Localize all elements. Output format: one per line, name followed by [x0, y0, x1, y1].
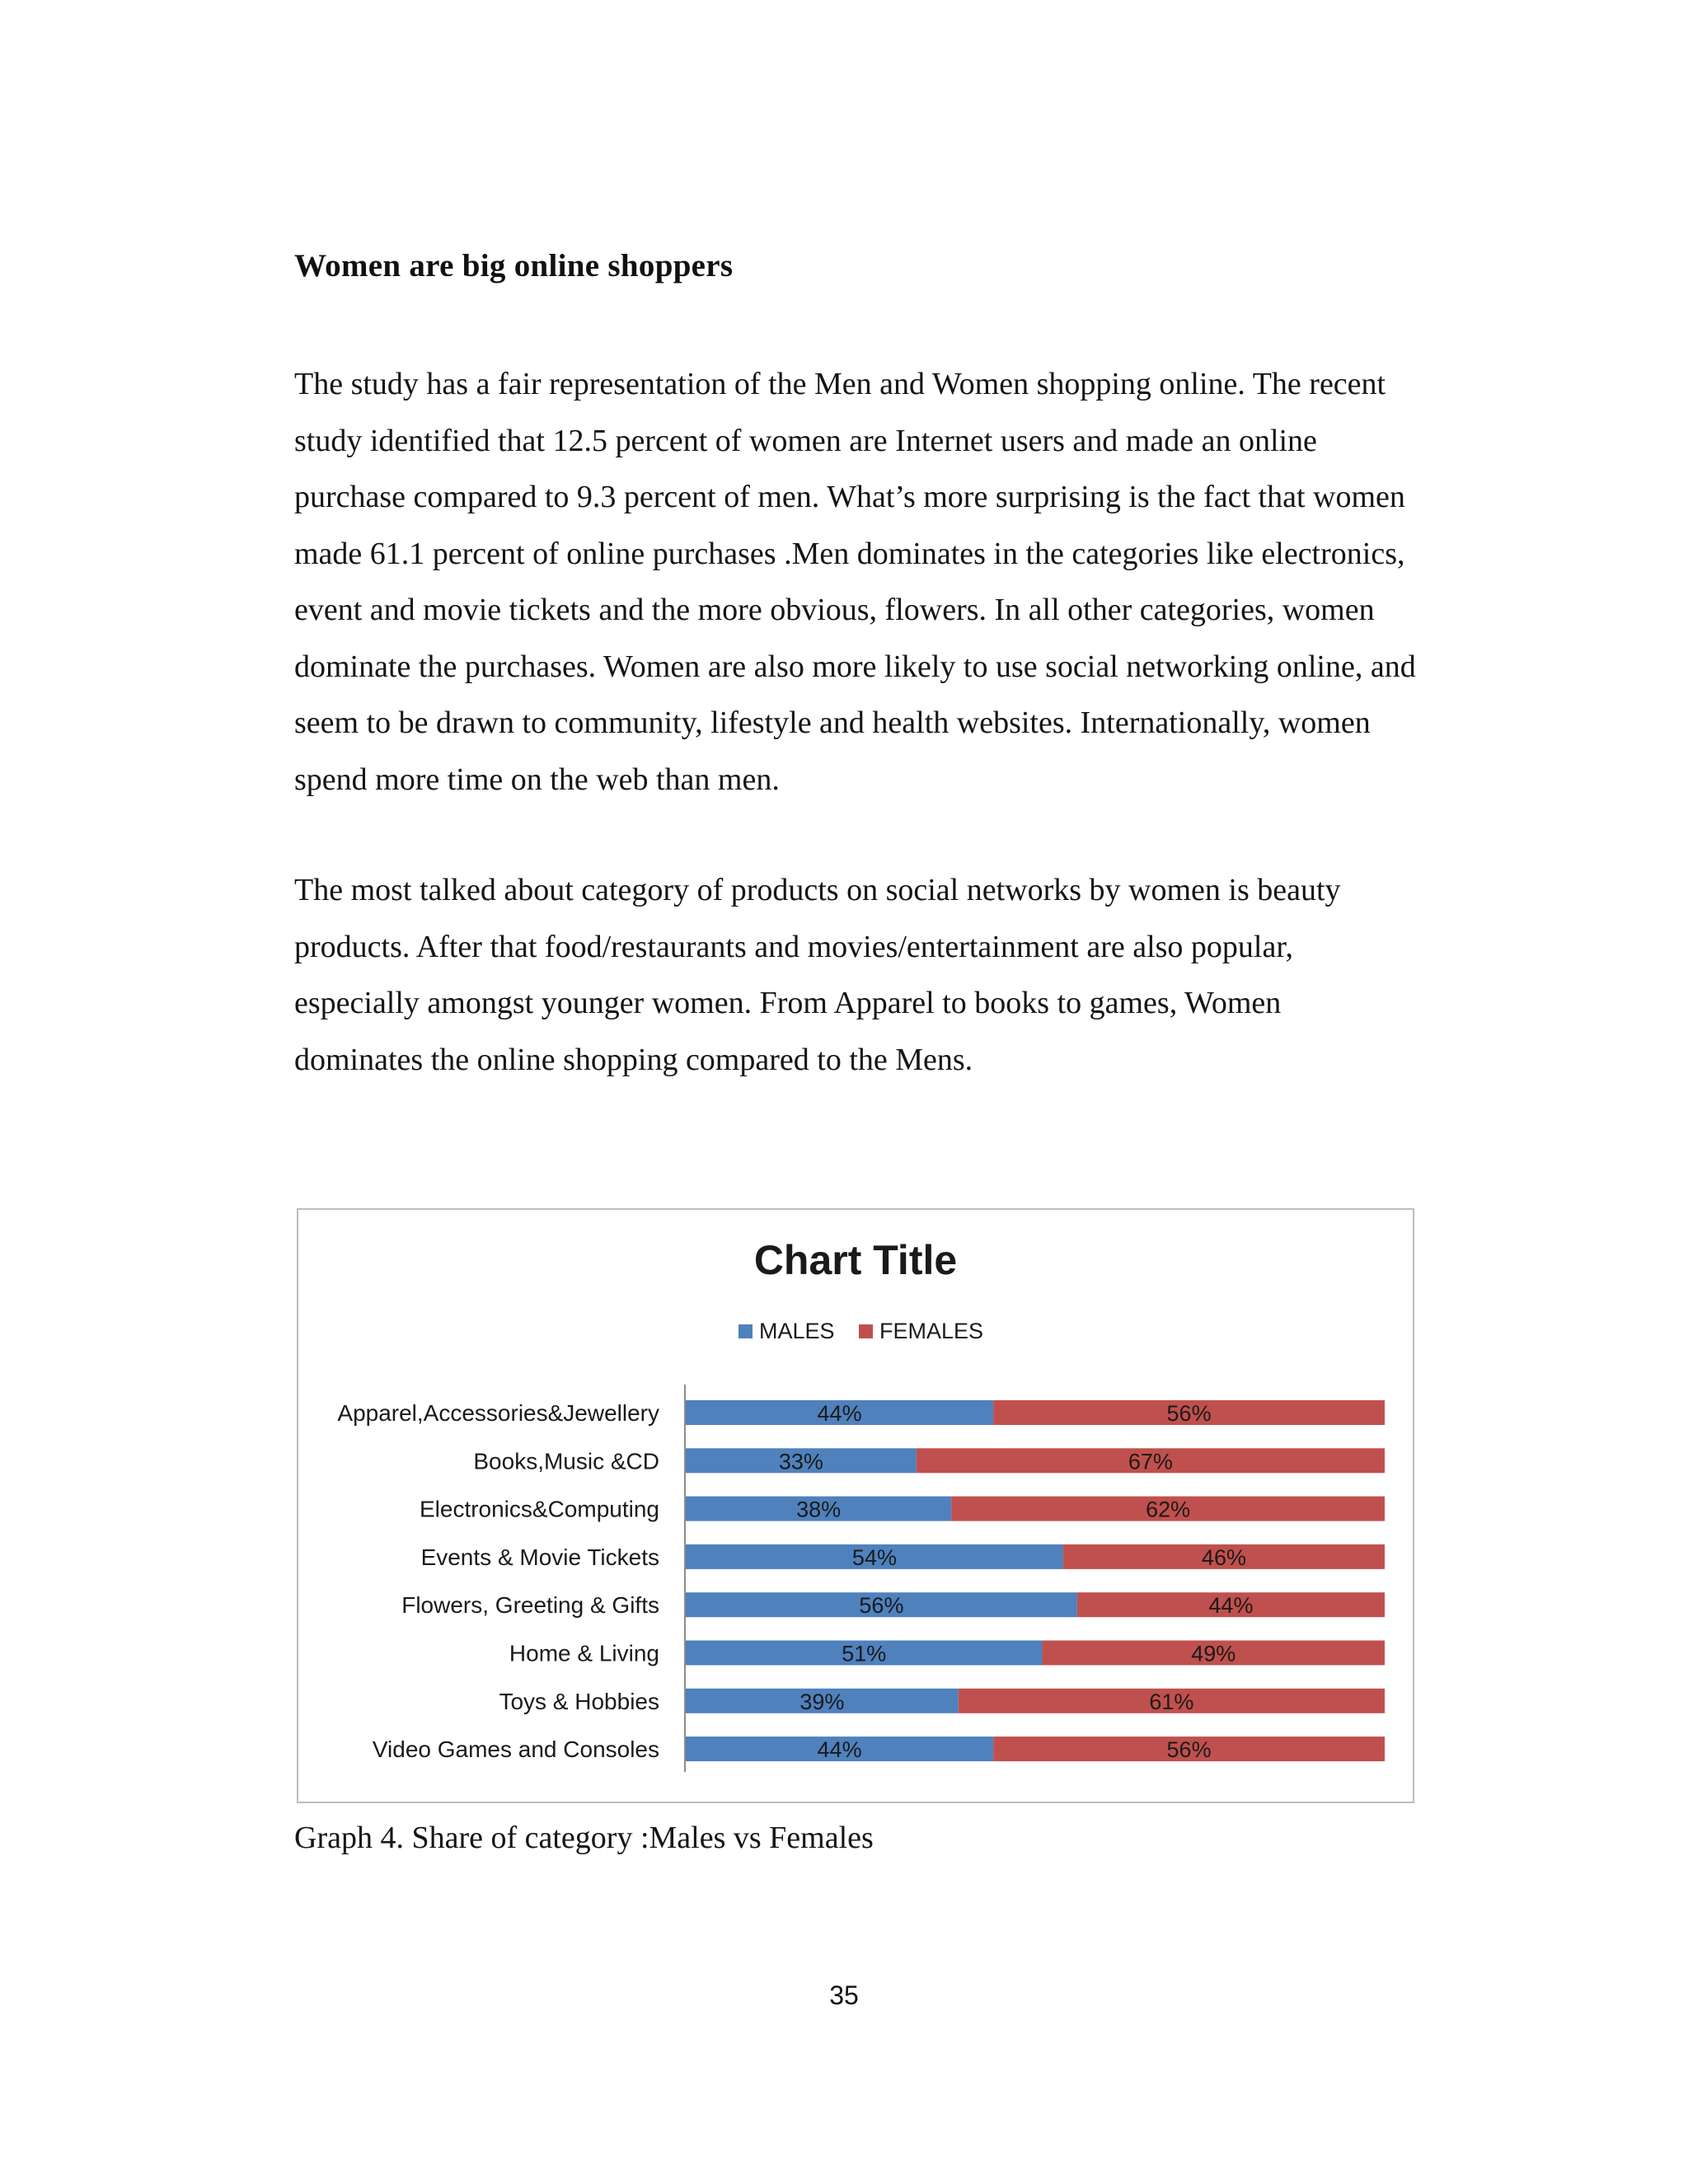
paragraph-line: spend more time on the web than men.	[294, 762, 780, 797]
data-label: 67%	[1128, 1449, 1173, 1474]
chart-title: Chart Title	[753, 1237, 958, 1283]
paragraph-line: dominates the online shopping compared to the Mens.	[294, 1042, 973, 1077]
data-label: 46%	[1201, 1544, 1246, 1570]
category-label: Video Games and Consoles	[372, 1736, 659, 1763]
chart-legend	[738, 1319, 983, 1343]
paragraph-line: seem to be drawn to community, lifestyle and health websites. Internationally, women	[294, 705, 1371, 740]
paragraph-line: The study has a fair representation of the Men and Women shopping online. The recent	[294, 367, 1386, 401]
legend-label-males: MALES	[759, 1319, 835, 1343]
data-label: 44%	[817, 1737, 862, 1763]
data-label: 44%	[1208, 1593, 1254, 1619]
body-paragraph-2	[294, 862, 1481, 1088]
data-label: 39%	[799, 1689, 845, 1714]
chart-container	[297, 1208, 1414, 1803]
legend-swatch-females	[859, 1324, 873, 1338]
category-labels	[337, 1400, 659, 1762]
data-label: 61%	[1149, 1689, 1194, 1714]
legend-swatch-males	[738, 1324, 753, 1338]
data-label: 56%	[1166, 1737, 1212, 1763]
data-label: 49%	[1191, 1641, 1236, 1666]
data-label: 44%	[817, 1401, 862, 1426]
category-label: Toys & Hobbies	[499, 1688, 659, 1714]
category-label: Electronics&Computing	[419, 1496, 659, 1522]
paragraph-line: purchase compared to 9.3 percent of men. What’s more surprising is the fact that women	[294, 480, 1405, 514]
paragraph-line: products. After that food/restaurants and movies/entertainment are also popular,	[294, 929, 1293, 964]
data-label: 62%	[1146, 1497, 1191, 1522]
paragraph-line: dominate the purchases. Women are also more likely to use social networking online, and	[294, 649, 1416, 684]
category-label: Events & Movie Tickets	[420, 1544, 659, 1570]
paragraph-line: The most talked about category of products on social networks by women is beauty	[294, 873, 1341, 907]
section-heading: Women are big online shoppers	[294, 248, 734, 284]
data-label: 56%	[1166, 1401, 1212, 1426]
category-label: Home & Living	[509, 1640, 659, 1666]
data-label: 56%	[859, 1593, 904, 1619]
category-label: Flowers, Greeting & Gifts	[401, 1592, 659, 1619]
data-label: 54%	[851, 1544, 897, 1570]
data-label: 33%	[778, 1449, 823, 1474]
paragraph-line: event and movie tickets and the more obvious, flowers. In all other categories, women	[294, 593, 1375, 627]
figure-caption: Graph 4. Share of category :Males vs Females	[294, 1821, 874, 1855]
chart-bars	[686, 1400, 1385, 1762]
legend-label-females: FEMALES	[879, 1319, 984, 1343]
body-paragraph-1	[294, 356, 1481, 808]
data-label: 38%	[796, 1497, 842, 1522]
data-label: 51%	[842, 1641, 887, 1666]
category-label: Books,Music &CD	[473, 1448, 659, 1474]
paragraph-line: study identified that 12.5 percent of women are Internet users and made an online	[294, 423, 1317, 458]
stacked-bar-chart	[298, 1210, 1413, 1802]
page-number: 35	[829, 1980, 859, 2010]
paragraph-line: especially amongst younger women. From Apparel to books to games, Women	[294, 986, 1282, 1020]
paragraph-line: made 61.1 percent of online purchases .Men dominates in the categories like electronics,	[294, 536, 1405, 571]
category-label: Apparel,Accessories&Jewellery	[337, 1400, 659, 1426]
